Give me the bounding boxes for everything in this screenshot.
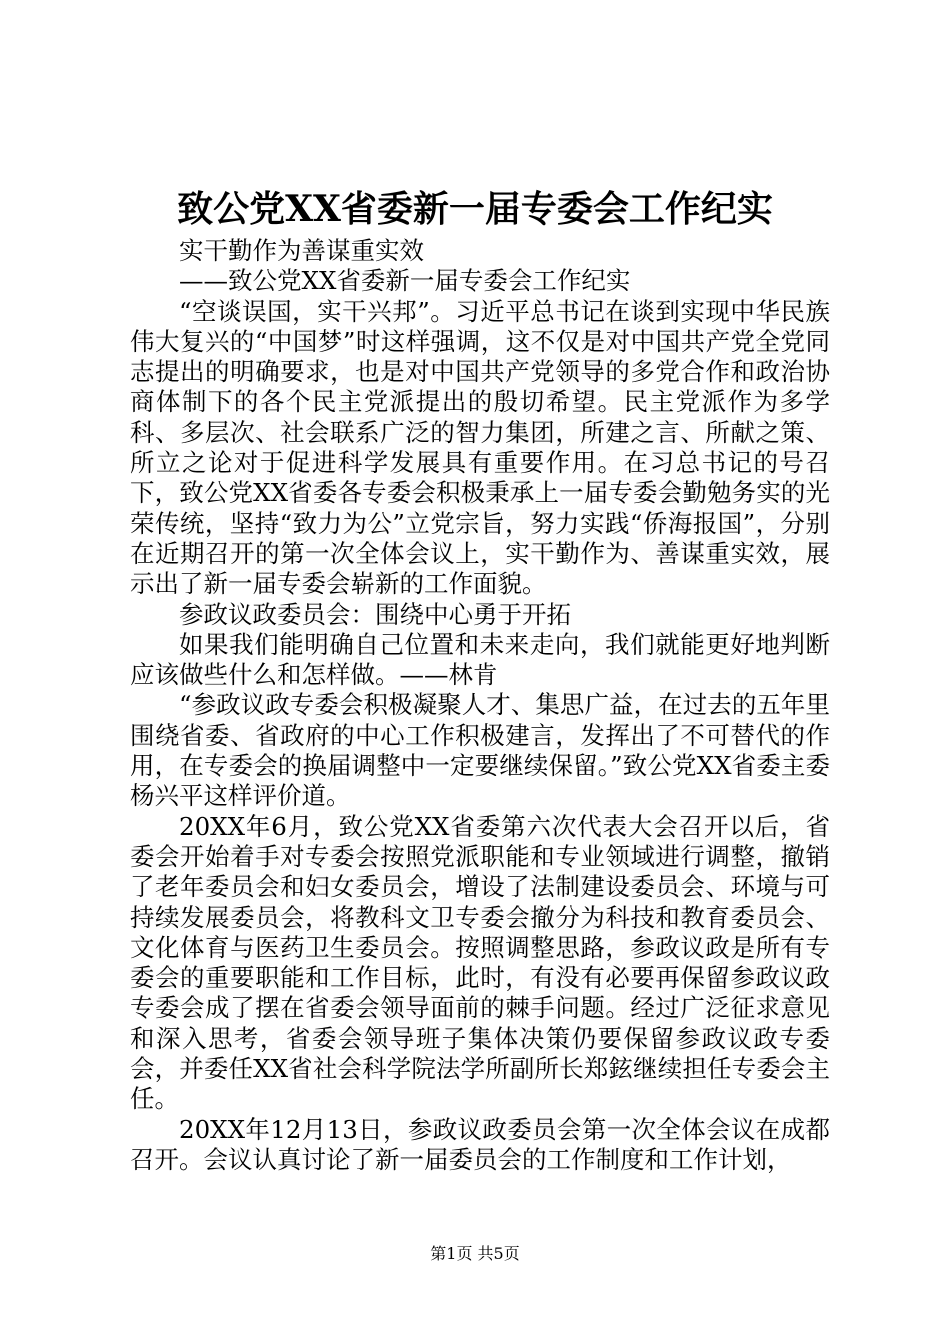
paragraph: “空谈误国，实干兴邦”。习近平总书记在谈到实现中华民族伟大复兴的“中国梦”时这样强调，这不仅是对中国共产党全党同志提出的明确要求，也是对中国共产党领导的多党合作和政治协商体制下的各个民主党派提出的殷切希望。民主党派作为多学科、多层次、社会联系广泛的智力集团，所建之言、所献之策、所立之论对于促进科学发展具有重要作用。在习总书记的号召下，致公党XX省委各专委会积极秉承上一届专委会勤勉务实的光荣传统，坚持“致力为公”立党宗旨，努力实践“侨海报国”，分别在近期召开的第一次全体会议上，实干勤作为、善谋重实效，展示出了新一届专委会崭新的工作面貌。	[130, 296, 830, 599]
section-heading: 参政议政委员会：围绕中心勇于开拓	[179, 599, 571, 629]
document-title: 致公党XX省委新一届专委会工作纪实	[177, 188, 773, 230]
document-body	[130, 236, 830, 1175]
paragraph: 20XX年6月，致公党XX省委第六次代表大会召开以后，省委会开始着手对专委会按照党派职能和专业领域进行调整，撤销了老年委员会和妇女委员会，增设了法制建设委员会、环境与可持续发展委员会，将教科文卫专委会撤分为科技和教育委员会、文化体育与医药卫生委员会。按照调整思路，参政议政是所有专委会的重要职能和工作目标，此时，有没有必要再保留参政议政专委会成了摆在省委会领导面前的棘手问题。经过广泛征求意见和深入思考，省委会领导班子集体决策仍要保留参政议政专委会，并委任XX省社会科学院法学所副所长郑鉉继续担任专委会主任。	[130, 811, 830, 1114]
page-footer: 第1页 共5页	[430, 1244, 520, 1263]
paragraph: 20XX年12月13日，参政议政委员会第一次全体会议在成都召开。会议认真讨论了新一届委员会的工作制度和工作计划，	[130, 1114, 830, 1174]
subtitle-dash: ——致公党XX省委新一届专委会工作纪实	[179, 266, 631, 296]
subtitle: 实干勤作为善谋重实效	[179, 236, 424, 265]
paragraph: “参政议政专委会积极凝聚人才、集思广益，在过去的五年里围绕省委、省政府的中心工作积极建言，发挥出了不可替代的作用，在专委会的换届调整中一定要继续保留。”致公党XX省委主委杨兴平这样评价道。	[130, 690, 830, 811]
quote-paragraph: 如果我们能明确自己位置和未来走向，我们就能更好地判断应该做些什么和怎样做。——林肯	[130, 629, 830, 690]
